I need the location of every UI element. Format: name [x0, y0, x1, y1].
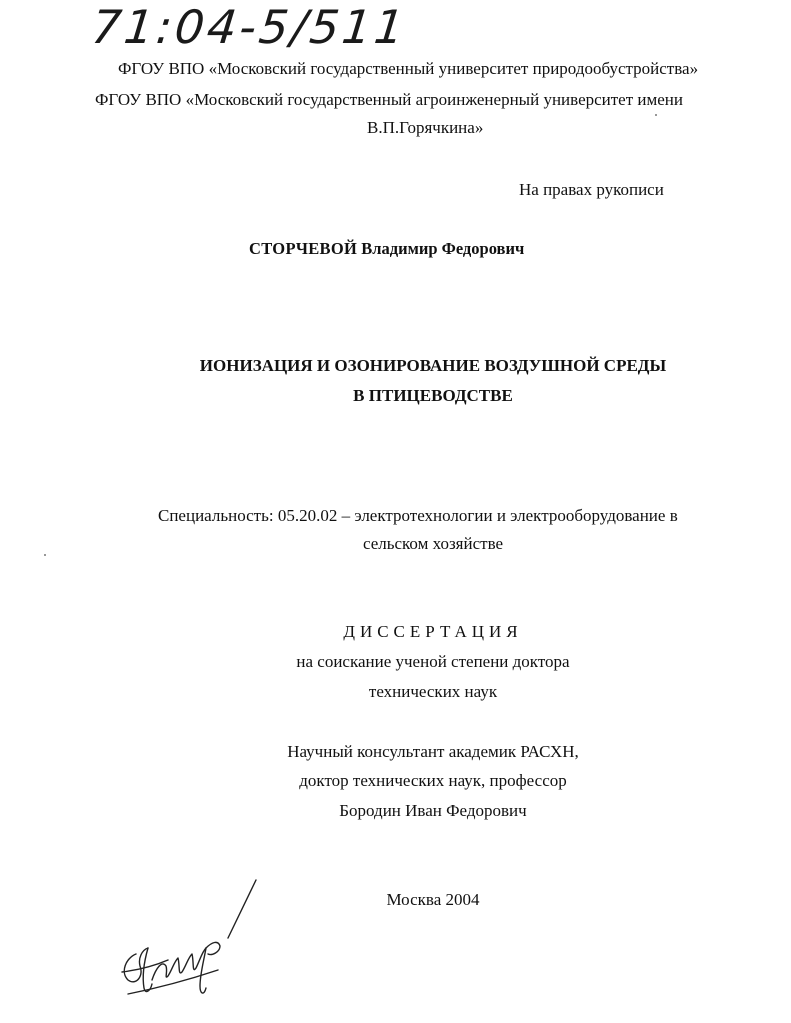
rights-note: На правах рукописи: [519, 180, 664, 199]
archive-code: 71:04-5/511: [89, 0, 410, 54]
author-surname: СТОРЧЕВОЙ: [249, 239, 358, 258]
institution-line-1: ФГОУ ВПО «Московский государственный университет природообустройства»: [118, 59, 699, 78]
handwritten-signature-icon: [108, 876, 268, 1006]
author-name: [249, 239, 524, 259]
dissertation-heading: ДИССЕРТАЦИЯ: [343, 622, 523, 641]
advisor-line-1: Научный консультант академик РАСХН,: [287, 742, 579, 761]
author-given-names: Владимир Федорович: [361, 239, 525, 258]
degree-line-1: на соискание ученой степени доктора: [296, 652, 570, 671]
dissertation-title-line-1: ИОНИЗАЦИЯ И ОЗОНИРОВАНИЕ ВОЗДУШНОЙ СРЕДЫ: [199, 356, 667, 375]
institution-line-2: ФГОУ ВПО «Московский государственный агроинженерный университет имени: [95, 90, 684, 109]
dissertation-title-line-2: В ПТИЦЕВОДСТВЕ: [353, 386, 513, 405]
scan-speck: [44, 554, 46, 556]
institution-line-3: В.П.Горячкина»: [367, 118, 484, 137]
city-year: Москва 2004: [386, 890, 480, 909]
specialty-line-2: сельском хозяйстве: [362, 534, 504, 553]
degree-line-2: технических наук: [368, 682, 498, 701]
scan-speck: [655, 114, 657, 116]
specialty-line-1: Специальность: 05.20.02 – электротехнологии и электрооборудование в: [158, 506, 678, 525]
advisor-line-3: Бородин Иван Федорович: [339, 801, 527, 820]
advisor-line-2: доктор технических наук, профессор: [299, 771, 567, 790]
